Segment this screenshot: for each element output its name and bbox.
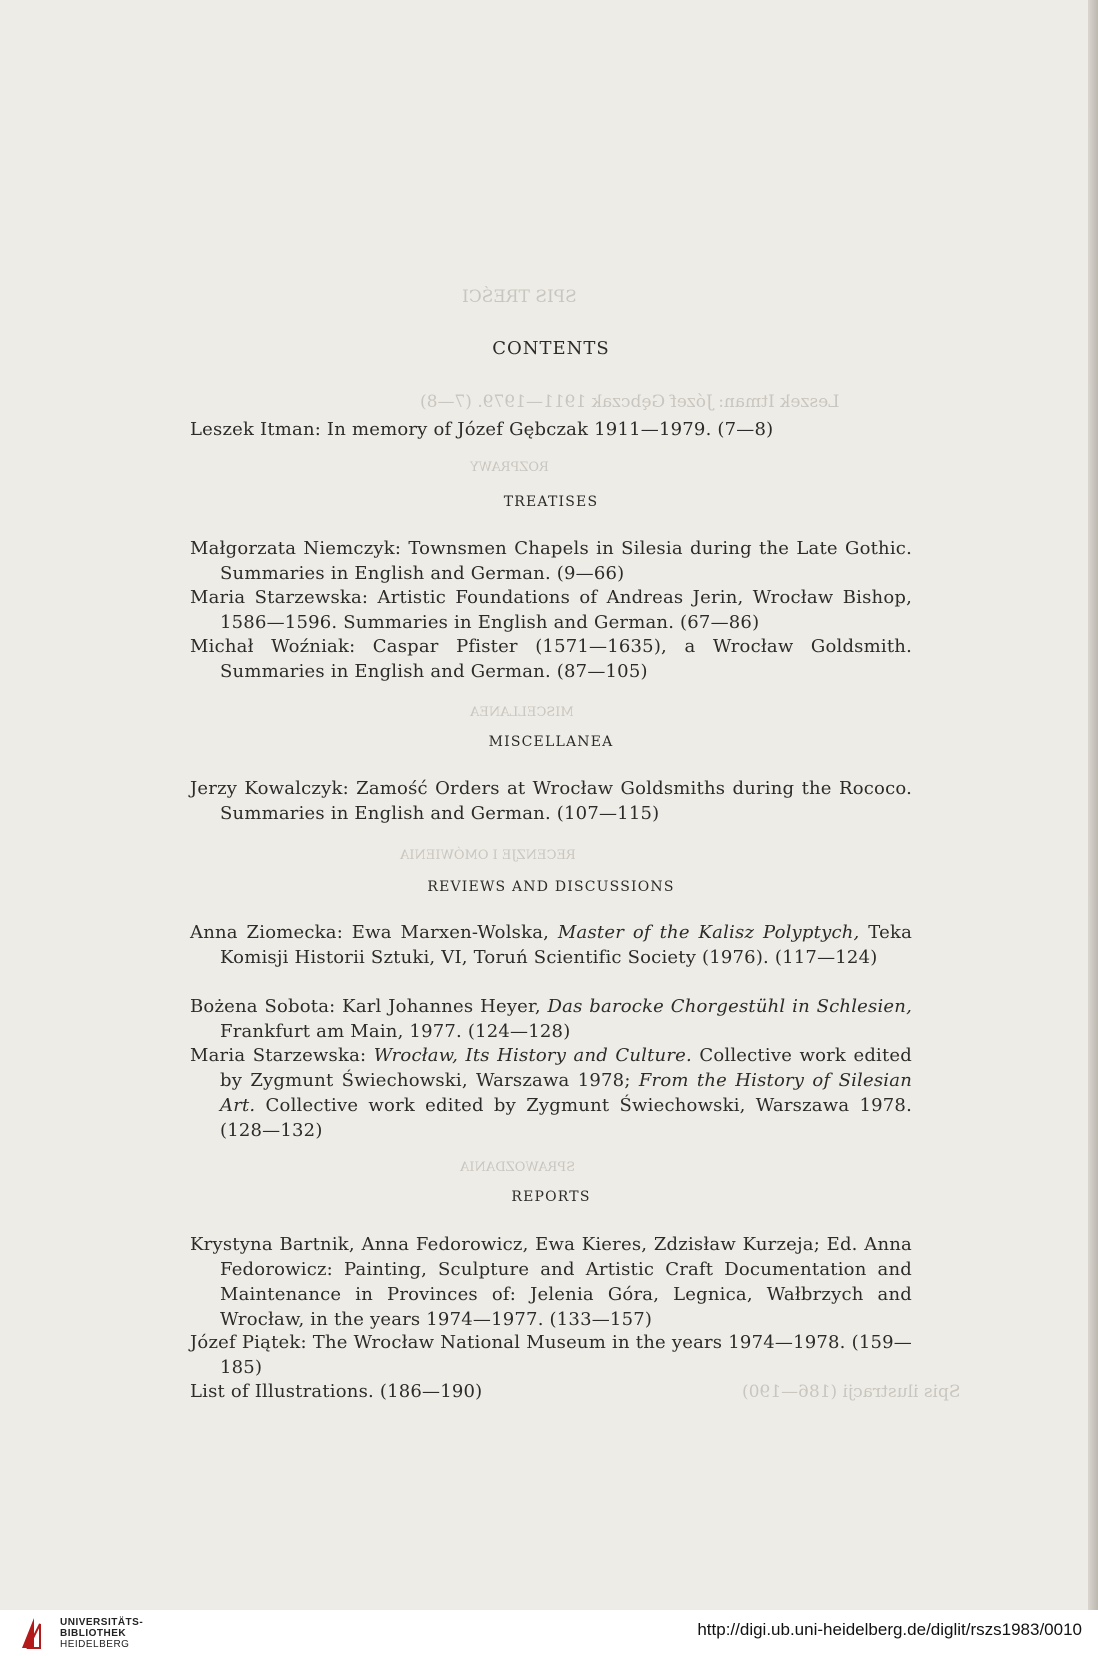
toc-entry: Józef Piątek: The Wrocław National Museum in the years 1974—1978. (159—185) [190, 1332, 912, 1378]
bleed-line: Spis ilustracji (186—190) [742, 1382, 961, 1402]
review-text: Bożena Sobota: Karl Johannes Heyer, [190, 996, 548, 1017]
intro-entry: Leszek Itman: In memory of Józef Gębczak 1911—1979. (7—8) [190, 419, 774, 440]
toc-entry: Krystyna Bartnik, Anna Fedorowicz, Ewa Kieres, Zdzisław Kurzeja; Ed. Anna Fedorowicz: Painting, Sculpture and Artistic Craft Documentation and Maintenance in Provinces of: Jelenia Góra, Legnica, Wałbrzych and Wrocław, in the years 1974—1977. (133—157) [190, 1234, 912, 1330]
review-text: Collective work edited by Zygmunt Świechowski, Warszawa 1978; [220, 1045, 913, 1091]
bleed-line: RECENZJE I OMÓWIENIA [400, 848, 576, 863]
library-name-line: HEIDELBERG [60, 1639, 130, 1650]
bleed-title: SPIS TREŚCI [462, 287, 577, 307]
bleed-line: ROZPRAWY [470, 460, 549, 475]
review-entry [190, 994, 912, 1044]
section-heading-reviews: REVIEWS AND DISCUSSIONS [427, 879, 675, 895]
library-logo-icon [18, 1614, 48, 1652]
review-entry [190, 1043, 912, 1143]
library-name-line: UNIVERSITÄTS- [60, 1617, 144, 1628]
review-title: From the History of Silesian Art. [220, 1070, 912, 1116]
review-text: Teka Komisji Historii Sztuki, VI, Toruń Scientific Society (1976). (117—124) [220, 922, 912, 968]
toc-entry: Michał Woźniak: Caspar Pfister (1571—1635), a Wrocław Goldsmith. Summaries in English and German. (87—105) [190, 636, 912, 682]
page-title: CONTENTS [492, 338, 610, 359]
page-edge-shadow [1088, 0, 1098, 1610]
section-heading-miscellanea: MISCELLANEA [488, 734, 614, 750]
review-title: Wrocław, Its History and Culture. [373, 1045, 692, 1066]
review-text: Frankfurt am Main, 1977. (124—128) [220, 1021, 571, 1042]
section-heading-reports: REPORTS [511, 1189, 591, 1205]
source-url-link[interactable]: http://digi.ub.uni-heidelberg.de/diglit/rszs1983/0010 [697, 1620, 1082, 1639]
review-title: Das barocke Chorgestühl in Schlesien, [547, 996, 912, 1017]
review-text: Anna Ziomecka: Ewa Marxen-Wolska, [190, 922, 558, 943]
review-title: Master of the Kalisz Polyptych, [557, 922, 860, 943]
toc-entry: Maria Starzewska: Artistic Foundations of Andreas Jerin, Wrocław Bishop, 1586—1596. Summaries in English and German. (67—86) [190, 587, 912, 633]
bleed-line: MISCELLANEA [470, 705, 574, 720]
section-heading-treatises: TREATISES [503, 494, 599, 510]
review-entry [190, 920, 912, 970]
bleed-line: SPRAWOZDANIA [460, 1160, 576, 1175]
review-text: Maria Starzewska: [190, 1045, 374, 1066]
bleed-line: Leszek Itman: Józef Gębczak 1911—1979. (7—8) [420, 392, 840, 412]
toc-entry: List of Illustrations. (186—190) [190, 1381, 483, 1402]
library-name [60, 1617, 143, 1650]
library-name-line: BIBLIOTHEK [60, 1628, 127, 1639]
toc-entry: Jerzy Kowalczyk: Zamość Orders at Wrocław Goldsmiths during the Rococo. Summaries in English and German. (107—115) [190, 778, 912, 824]
review-text: Collective work edited by Zygmunt Świechowski, Warszawa 1978. (128—132) [220, 1095, 912, 1141]
toc-entry: Małgorzata Niemczyk: Townsmen Chapels in Silesia during the Late Gothic. Summaries in English and German. (9—66) [190, 538, 912, 584]
